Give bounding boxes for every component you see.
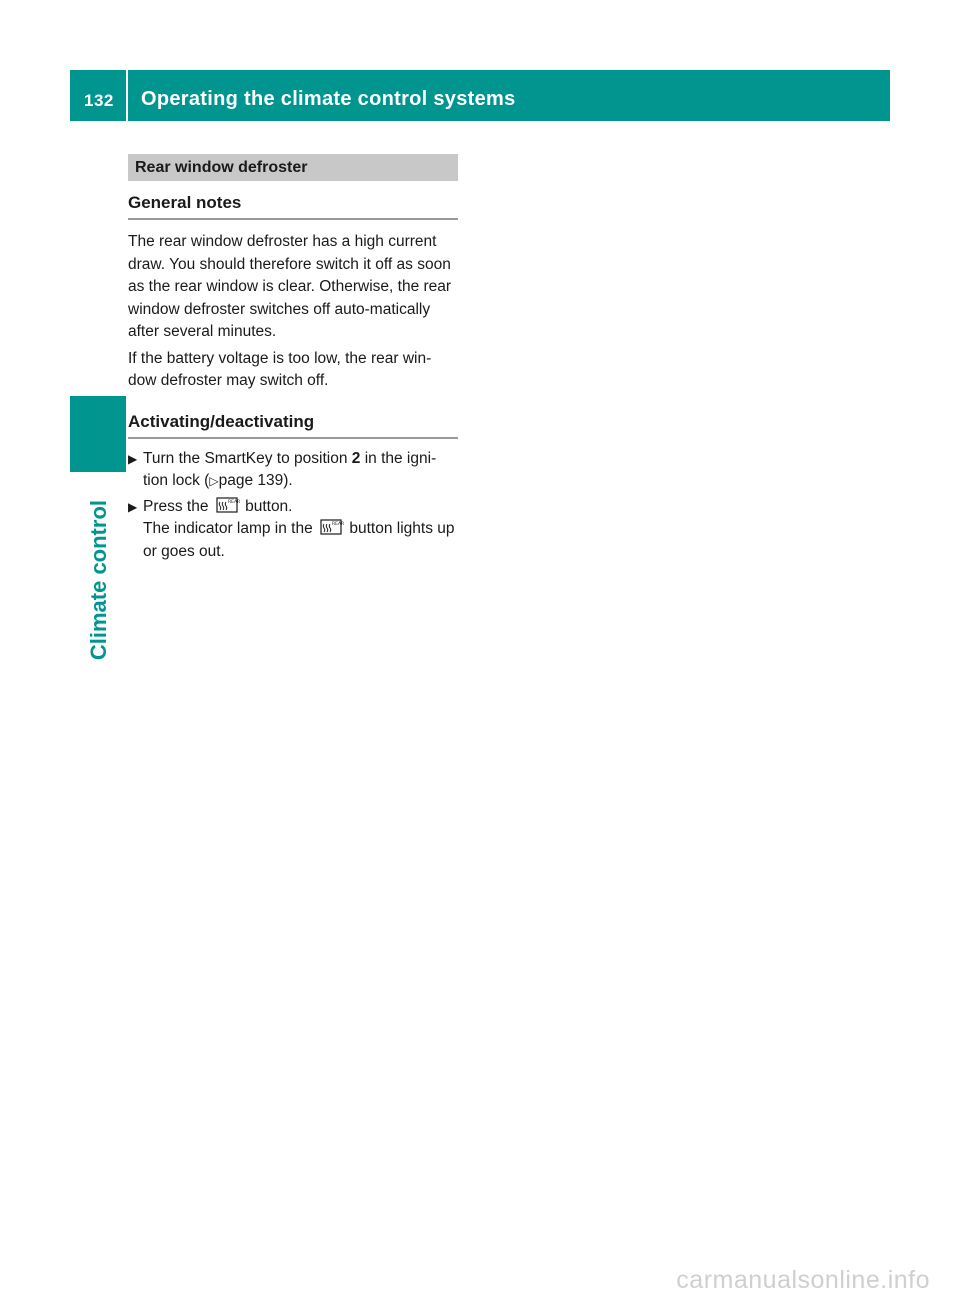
watermark: carmanualsonline.info [676,1266,930,1294]
side-tab [84,480,114,660]
step-text: in the igni-tion lock ( [143,449,437,489]
page-header [70,70,890,121]
step-text: button lights up or goes out. [143,520,455,560]
svg-text:REAR: REAR [332,522,345,527]
main-content [128,154,458,563]
rear-defroster-icon [320,519,345,535]
chapter-title: Operating the climate control systems [141,88,516,110]
rear-defroster-icon [216,497,238,513]
header-divider [126,70,128,121]
step-text: button. [240,497,293,515]
step-list [128,448,458,564]
key-position: 2 [351,449,361,467]
step-text: The indicator lamp in the [143,520,318,537]
activating-heading: Activating/deactivating [128,412,458,439]
svg-text:REAR: REAR [227,499,240,505]
step-text: Press the [143,497,213,515]
section-title: Rear window defroster [128,154,458,181]
side-tab-label: Climate control [86,499,111,660]
general-notes-paragraph-1: The rear window defroster has a high current draw. You should therefore switch it off as soon as the rear window is clear. Otherwise, the rear window defroster switches off auto-matically after several minutes. [128,233,452,340]
step-text: Turn the SmartKey to position [143,449,352,467]
side-color-block [70,396,126,472]
step-arrow-icon: ▶ [128,499,138,514]
step-arrow-icon: ▶ [128,451,138,466]
step-item [128,496,458,564]
page-number: 132 [84,91,114,110]
page-ref-arrow-icon: ▷ [209,474,219,488]
general-notes-paragraph-2: If the battery voltage is too low, the rear win-dow defroster may switch off. [128,349,432,389]
step-item [128,448,458,493]
page-reference-link[interactable]: page 139 [218,472,284,489]
step-text: ). [283,472,293,489]
general-notes-heading: General notes [128,193,458,220]
